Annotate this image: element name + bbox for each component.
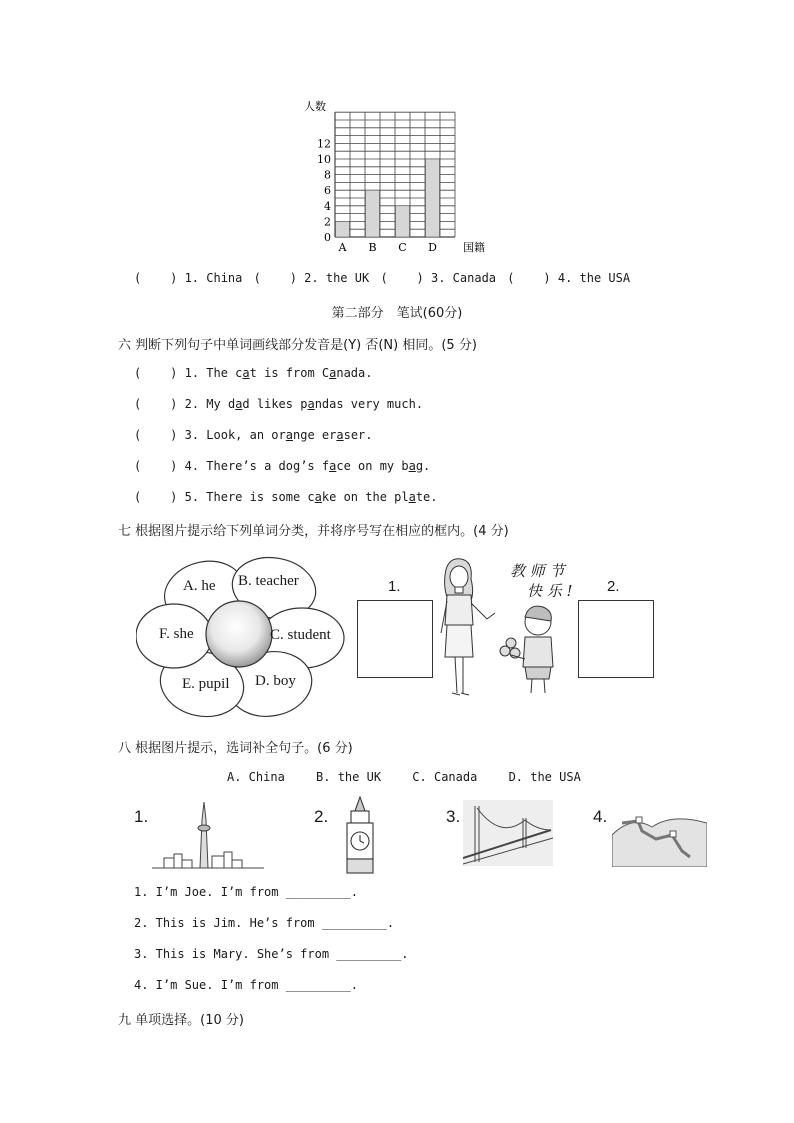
option-a: A. China <box>227 770 285 784</box>
question-number: 2. <box>184 397 200 411</box>
flower-center <box>206 601 272 667</box>
section9-title: 九 单项选择。(10 分) <box>118 1013 244 1028</box>
paren-blank: ( ) <box>134 428 178 442</box>
underlined-letter: a <box>408 490 416 504</box>
petal-label-e: E. pupil <box>182 676 230 692</box>
sentence-part: There’s a dog’s f <box>206 459 330 473</box>
x-axis-label: 国籍 <box>463 241 485 254</box>
petal-label-a: A. he <box>183 578 216 594</box>
y-tick-label: 4 <box>324 199 331 213</box>
answer-box-1[interactable] <box>357 600 433 678</box>
underlined-letter: a <box>235 397 243 411</box>
fill-in-sentence: 1. I’m Joe. I’m from _________. <box>134 885 358 899</box>
underlined-letter: a <box>329 366 337 380</box>
section6-row <box>134 397 423 411</box>
section6-title: 六 判断下列句子中单词画线部分发音是(Y) 否(N) 相同。(5 分) <box>118 338 477 353</box>
sentence-part: g. <box>415 459 431 473</box>
fill-in-sentence: 3. This is Mary. She’s from _________. <box>134 947 409 961</box>
greeting-line-2: 快 乐 ! <box>527 582 573 600</box>
section6-row <box>134 366 372 380</box>
y-axis-label: 人数 <box>304 100 326 113</box>
sentence-part: Look, an or <box>206 428 286 442</box>
underlined-letter: a <box>307 397 315 411</box>
underlined-letter: a <box>336 428 344 442</box>
pic-num-1: 1. <box>134 807 149 826</box>
y-tick-label: 6 <box>324 184 331 198</box>
big-ben-picture <box>335 795 385 875</box>
answer-box-2[interactable] <box>578 600 654 678</box>
pic-num-4: 4. <box>593 807 608 826</box>
section7-title: 七 根据图片提示给下列单词分类，并将序号写在相应的框内。(4 分) <box>118 524 509 539</box>
greeting-line-1: 教 师 节 <box>510 562 565 580</box>
y-tick-label: 12 <box>317 137 331 151</box>
option-d: D. the USA <box>508 770 581 784</box>
option-c: C. Canada <box>412 770 478 784</box>
sentence-part: nge er <box>293 428 337 442</box>
sentence-part: My d <box>206 397 236 411</box>
petal-label-c: C. student <box>270 627 331 643</box>
x-tick-label: B <box>368 241 377 254</box>
bar-C <box>396 206 410 237</box>
underlined-letter: a <box>314 490 322 504</box>
underlined-letter: a <box>329 459 337 473</box>
listening-answer-row <box>134 271 634 285</box>
section6-row <box>134 459 430 473</box>
question-number: 4. <box>184 459 200 473</box>
sentence-part: ke on the pl <box>321 490 409 504</box>
cn-tower-picture <box>152 800 264 872</box>
option-b: B. the UK <box>316 770 382 784</box>
y-tick-label: 8 <box>324 168 331 182</box>
section8-options <box>227 770 581 784</box>
question-number: 3. <box>184 428 200 442</box>
listen-item-4: ( ) 4. the USA <box>507 271 631 285</box>
question-number: 5. <box>184 490 200 504</box>
great-wall-picture <box>612 805 707 867</box>
petal-label-b: B. teacher <box>238 573 299 589</box>
part2-title: 第二部分 笔试(60分) <box>331 306 463 321</box>
underlined-letter: a <box>285 428 293 442</box>
bar-B <box>366 190 380 237</box>
paren-blank: ( ) <box>134 459 178 473</box>
bar-A <box>336 221 350 237</box>
sentence-part: nada. <box>336 366 373 380</box>
section8-title: 八 根据图片提示，选词补全句子。(6 分) <box>118 741 353 756</box>
sentence-part: ndas very much. <box>314 397 424 411</box>
petal-label-d: D. boy <box>255 673 296 689</box>
pic-num-2: 2. <box>314 807 329 826</box>
sentence-part: d likes p <box>242 397 308 411</box>
section6-row <box>134 490 438 504</box>
underlined-letter: a <box>242 366 250 380</box>
sentence-part: te. <box>415 490 438 504</box>
bar-D <box>426 159 440 237</box>
underlined-letter: a <box>408 459 416 473</box>
section6-row <box>134 428 373 442</box>
golden-gate-bridge-picture <box>463 800 553 870</box>
pic-num-3: 3. <box>446 807 461 826</box>
x-tick-label: C <box>398 241 407 254</box>
question-number: 1. <box>184 366 200 380</box>
box2-label: 2. <box>607 578 620 595</box>
sentence-part: The c <box>206 366 243 380</box>
paren-blank: ( ) <box>134 397 178 411</box>
sentence-part: ce on my b <box>336 459 409 473</box>
x-tick-label: A <box>338 241 347 254</box>
paren-blank: ( ) <box>134 490 178 504</box>
listen-item-1: ( ) 1. China <box>134 271 243 285</box>
y-tick-label: 2 <box>324 215 331 229</box>
petal-label-f: F. she <box>159 626 194 642</box>
listen-item-2: ( ) 2. the UK <box>253 271 370 285</box>
x-tick-label: D <box>428 241 437 254</box>
fill-in-sentence: 2. This is Jim. He’s from _________. <box>134 916 395 930</box>
box1-label: 1. <box>388 578 401 595</box>
fill-in-sentence: 4. I’m Sue. I’m from _________. <box>134 978 358 992</box>
y-tick-label: 0 <box>324 231 331 244</box>
sentence-part: There is some c <box>206 490 315 504</box>
sentence-part: t is from C <box>249 366 330 380</box>
listen-item-3: ( ) 3. Canada <box>380 271 497 285</box>
paren-blank: ( ) <box>134 366 178 380</box>
nationality-bar-chart <box>290 95 510 260</box>
y-tick-label: 10 <box>317 153 331 166</box>
sentence-part: ser. <box>343 428 373 442</box>
